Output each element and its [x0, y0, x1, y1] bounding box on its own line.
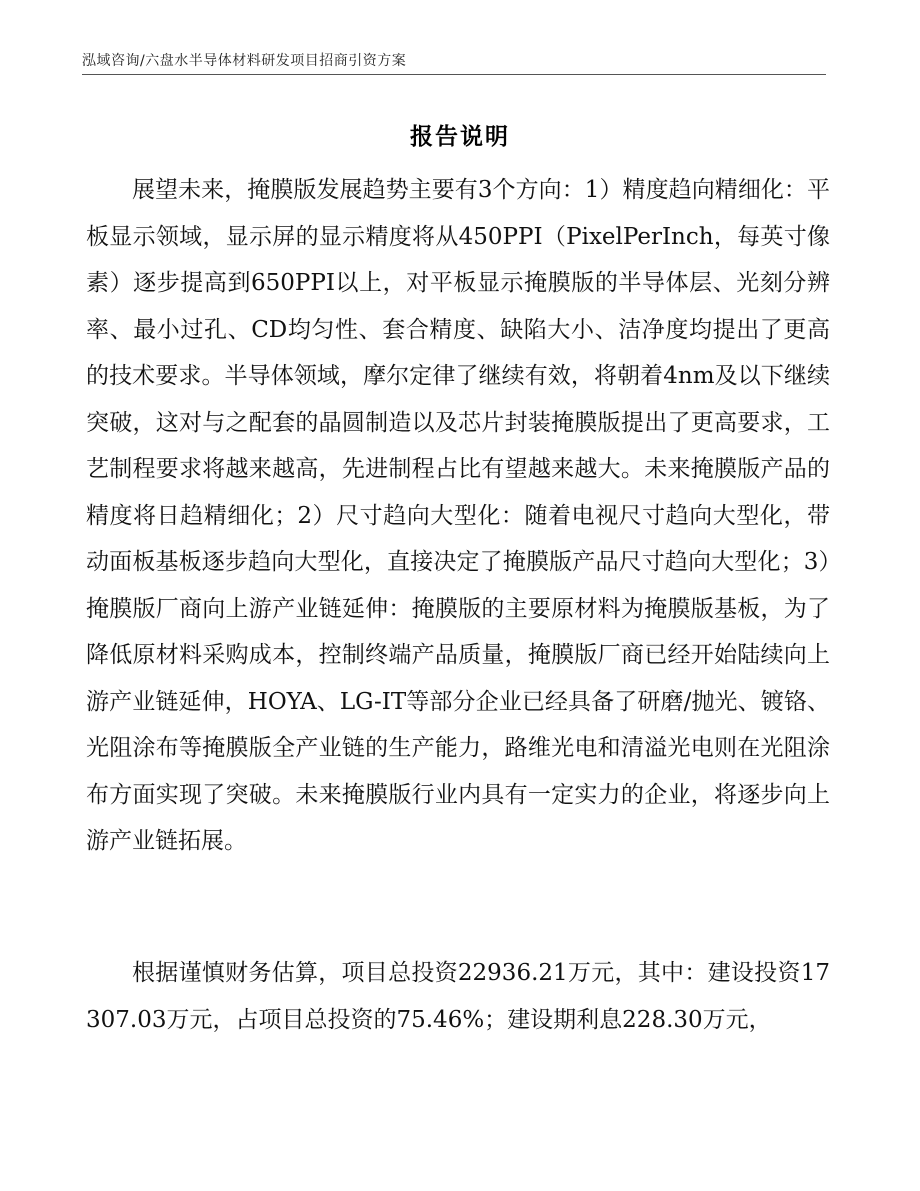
page-title: 报告说明 [410, 124, 510, 150]
running-header: 泓域咨询/六盘水半导体材料研发项目招商引资方案 [82, 53, 407, 69]
header-divider [82, 74, 826, 75]
paragraph-investment: 根据谨慎财务估算，项目总投资22936.21万元，其中：建设投资17307.03万元，占项目总投资的75.46%；建设期利息228.30万元， [86, 960, 830, 1033]
paragraph-outlook: 展望未来，掩膜版发展趋势主要有3个方向：1）精度趋向精细化：平板显示领域，显示屏的显示精度将从450PPI（PixelPerInch，每英寸像素）逐步提高到650PPI以上，对平板显示掩膜版的半导体层、光刻分辨率、最小过孔、CD均匀性、套合精度、缺陷大小、洁净度均提出了更高的技术要求。半导体领域，摩尔定律了继续有效，将朝着4nm及以下继续突破，这对与之配套的晶圆制造以及芯片封装掩膜版提出了更高要求，工艺制程要求将越来越高，先进制程占比有望越来越大。未来掩膜版产品的精度将日趋精细化；2）尺寸趋向大型化：随着电视尺寸趋向大型化，带动面板基板逐步趋向大型化，直接决定了掩膜版产品尺寸趋向大型化；3）掩膜版厂商向上游产业链延伸：掩膜版的主要原材料为掩膜版基板，为了降低原材料采购成本，控制终端产品质量，掩膜版厂商已经开始陆续向上游产业链延伸，HOYA、LG-IT等部分企业已经具备了研磨/抛光、镀铬、光阻涂布等掩膜版全产业链的生产能力，路维光电和清溢光电则在光阻涂布方面实现了突破。未来掩膜版行业内具有一定实力的企业，将逐步向上游产业链拓展。 [86, 177, 830, 854]
